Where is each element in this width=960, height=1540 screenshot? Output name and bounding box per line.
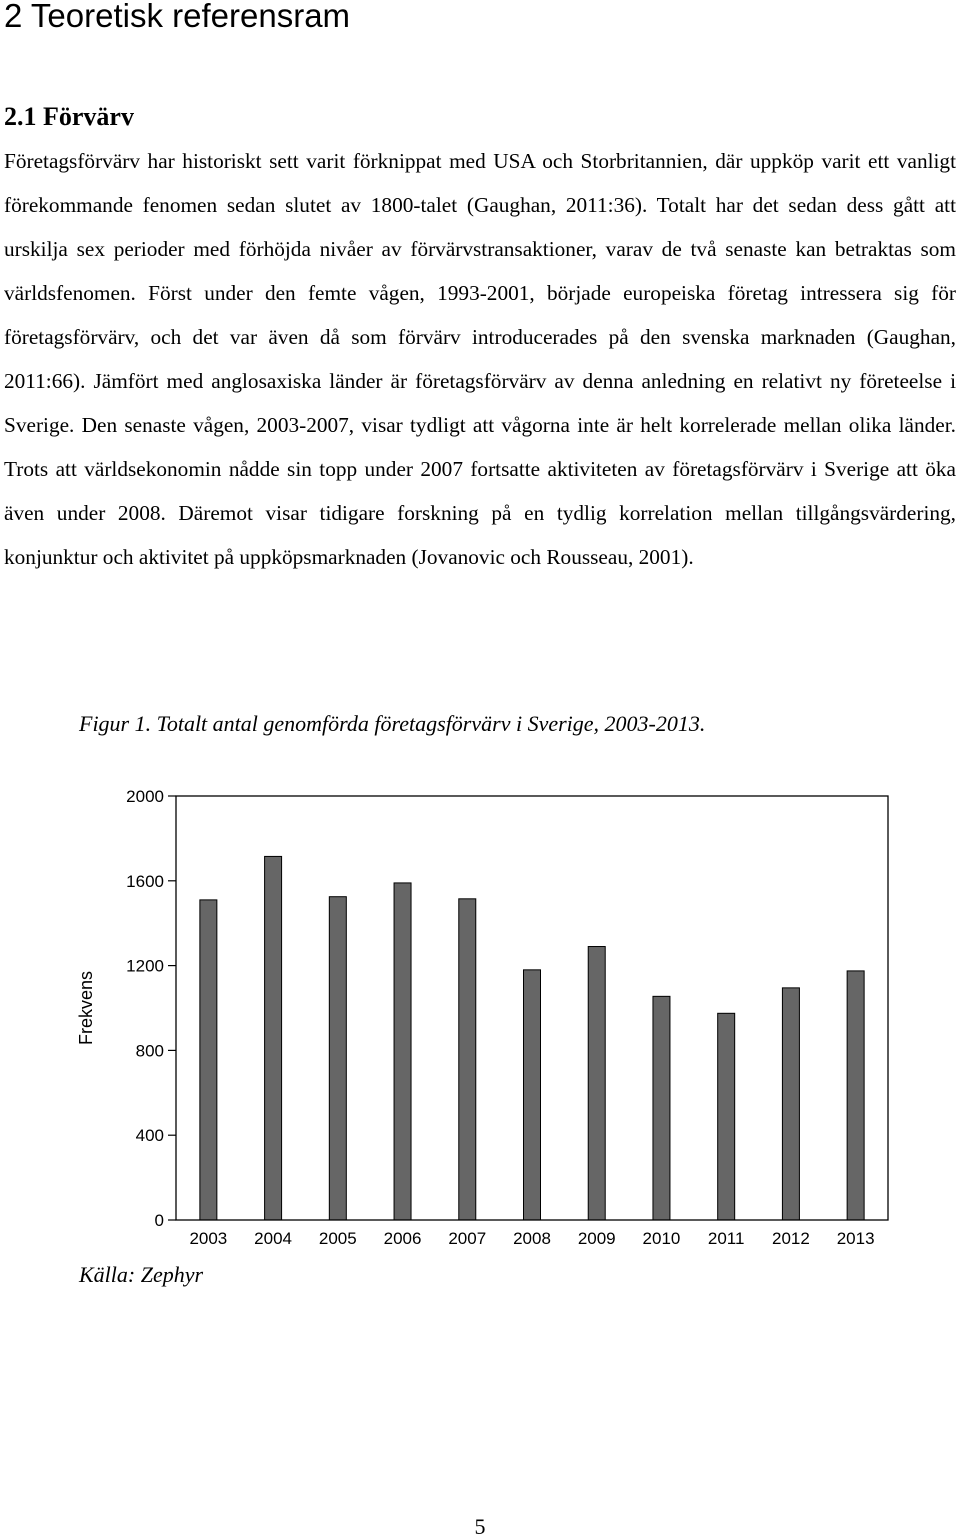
bar-2004	[265, 856, 282, 1220]
bars	[200, 856, 864, 1220]
y-axis-ticks	[126, 787, 176, 1230]
section-heading: 2.1 Förvärv	[4, 102, 134, 131]
y-tick-label: 1600	[126, 871, 164, 891]
source-note: Källa: Zephyr	[79, 1262, 204, 1287]
y-tick-label: 800	[135, 1041, 164, 1061]
x-tick-label: 2010	[642, 1229, 681, 1248]
y-tick-label: 2000	[126, 787, 164, 806]
y-tick-label: 0	[154, 1211, 164, 1230]
x-tick-label: 2005	[318, 1229, 357, 1248]
x-tick-label: 2006	[383, 1229, 422, 1248]
x-tick-label: 2004	[254, 1229, 293, 1248]
bar-2013	[847, 971, 864, 1220]
bar-2005	[329, 897, 346, 1220]
x-tick-label: 2013	[836, 1229, 875, 1248]
bar-2012	[782, 988, 799, 1220]
x-tick-label: 2009	[577, 1229, 616, 1248]
bar-2008	[524, 970, 541, 1220]
page-heading: 2 Teoretisk referensram	[4, 0, 351, 34]
bar-2009	[588, 947, 605, 1220]
y-tick-label: 400	[135, 1126, 164, 1146]
y-tick-label: 1200	[126, 956, 164, 976]
bar-2003	[200, 900, 217, 1220]
bar-chart	[0, 770, 960, 1260]
x-axis-ticks	[189, 1229, 874, 1248]
x-tick-label: 2007	[448, 1229, 487, 1248]
bar-2011	[718, 1013, 735, 1220]
bar-2010	[653, 996, 670, 1220]
figure-caption: Figur 1. Totalt antal genomförda företagsförvärv i Sverige, 2003-2013.	[79, 711, 706, 736]
y-axis-label: Frekvens	[76, 970, 96, 1046]
body-paragraph: Företagsförvärv har historiskt sett varit förknippat med USA och Storbritannien, där uppköp varit ett vanligt förekommande fenomen sedan slutet av 1800-talet (Gaughan, 2011:36). Totalt har det sedan dess gått att urskilja sex perioder med förhöjda nivåer av förvärvstransaktioner, varav de två senaste kan betraktas som världsfenomen. Först under den femte vågen, 1993-2001, började europeiska företag intressera sig för företagsförvärv, och det var även då som förvärv introducerades på den svenska marknaden (Gaughan, 2011:66). Jämfört med anglosaxiska länder är företagsförvärv av denna anledning en relativt ny företeelse i Sverige. Den senaste vågen, 2003-2007, visar tydligt att vågorna inte är helt korrelerade mellan olika länder. Trots att världsekonomin nådde sin topp under 2007 fortsatte aktiviteten av företagsförvärv i Sverige att öka även under 2008. Däremot visar tidigare forskning på en tydlig korrelation mellan tillgångsvärdering, konjunktur och aktivitet på uppköpsmarknaden (Jovanovic och Rousseau, 2001).	[4, 149, 956, 569]
x-tick-label: 2011	[707, 1229, 745, 1248]
x-tick-label: 2008	[513, 1229, 551, 1248]
x-tick-label: 2003	[189, 1229, 228, 1248]
x-tick-label: 2012	[771, 1229, 810, 1248]
bar-2007	[459, 899, 476, 1220]
bar-2006	[394, 883, 411, 1220]
page-number: 5	[474, 1514, 486, 1539]
